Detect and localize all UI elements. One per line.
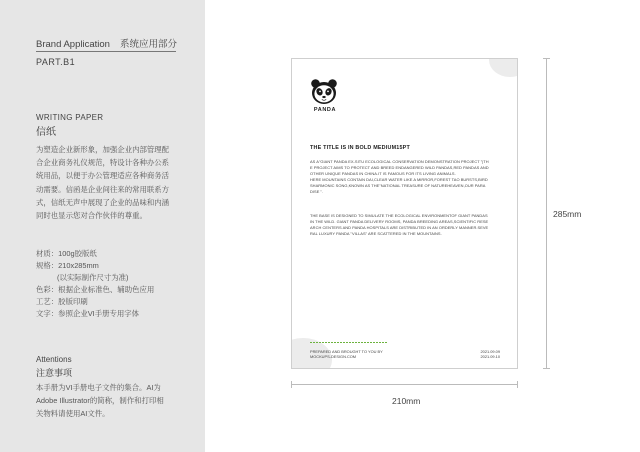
attention-description xyxy=(36,381,176,420)
paragraph-line: THE BASE IS DESIGNED TO SIMULATE THE ECOLOGICAL ENVIRONMENTOF GIANT PANDAS xyxy=(310,213,488,218)
left-info-panel xyxy=(0,0,205,452)
attention-line: 关物料请使用AI文件。 xyxy=(36,409,110,418)
description-line: 合企业商务礼仪规范，特设计各种办公系 xyxy=(36,158,170,168)
paragraph-line: RAL LUXURY PANDA "VILLAS" ARE SCATTERED IN THE MOUNTAINS. xyxy=(310,231,442,237)
paragraph-line: SHARMONIC SONG,KNOWN AS THE"NATIONAL TREASURE OF NATUREHEAVEN,OUR PARA xyxy=(310,183,486,189)
footer-date: 2021.09.09 xyxy=(480,349,500,354)
paragraph-line: HERE MOUNTAINS CONTAIN DAI,CLEAR WATER LIKE A MIRROR,FOREST TAO BURSTS,BIRD xyxy=(310,177,488,183)
decorative-blob-top-right xyxy=(489,58,518,77)
width-dimension-cap-right xyxy=(517,381,518,388)
height-dimension-cap-top xyxy=(543,58,550,59)
footer-date: 2021.09.10 xyxy=(480,354,500,360)
paragraph-line: ARCH CENTERS AND PANDA HOSPITALS ARE DISTRIBUTED IN AN ORDERLY MANNER.SEVE xyxy=(310,225,489,231)
attention-line: Adobe Illustrator的简称，制作和打印相 xyxy=(36,396,164,405)
attention-title-en: Attentions xyxy=(36,355,72,364)
spec-font: 文字：参照企业VI手册专用字体 xyxy=(36,309,140,318)
part-label: PART.B1 xyxy=(36,57,76,67)
description-line: 动需要。信函是企业间往来的常用联系方 xyxy=(36,184,170,194)
width-dimension-label: 210mm xyxy=(392,396,421,406)
letter-paragraph-1 xyxy=(310,159,502,196)
brand-application-heading xyxy=(36,36,177,50)
paragraph-line: AS A"GIANT PANDA EX-SITU ECOLOGICAL CONSERVATION DEMONSTRATION PROJECT "|TH xyxy=(310,159,489,164)
paragraph-line: DISE ". xyxy=(310,189,324,195)
green-dotted-divider xyxy=(310,342,388,343)
attention-line: 本手册为VI手册电子文件的集合。AI为 xyxy=(36,383,161,392)
spec-size: 规格：210x285mm xyxy=(36,261,99,270)
brand-title-cn: 系统应用部分 xyxy=(119,39,177,50)
logo-wordmark: PANDA xyxy=(313,107,337,113)
letter-title: THE TITLE IS IN BOLD MEDIUM15PT xyxy=(310,145,410,151)
spec-color: 色彩：根据企业标准色、辅助色应用 xyxy=(36,285,155,294)
footer-dates xyxy=(481,349,500,360)
spec-size-note: (以实际制作尺寸为准) xyxy=(57,273,129,282)
description-line: 为塑造企业新形象，加强企业内部管理配 xyxy=(36,145,170,154)
height-dimension-label: 285mm xyxy=(553,209,582,219)
panda-logo-icon xyxy=(309,77,339,107)
letter-paragraph-2 xyxy=(310,213,502,237)
description-line: 式，信纸无声中展现了企业的品味和内涵 xyxy=(36,197,170,207)
height-dimension-cap-bottom xyxy=(543,368,550,369)
description-line: 统用品，以便于办公管理适应各种商务活 xyxy=(36,171,170,181)
attention-title-cn: 注意事项 xyxy=(36,368,73,378)
section-title-en: WRITING PAPER xyxy=(36,113,104,122)
paragraph-line: E PROJECT AIMS TO PROTECT AND BREED ENDANGERED WILD PANDAS,RED PANDAS AND xyxy=(310,165,489,171)
spec-material: 材质：100g胶版纸 xyxy=(36,249,97,258)
description-line: 同时也显示您对合作伙伴的尊重。 xyxy=(36,211,147,221)
writing-paper-mockup xyxy=(291,58,518,369)
footer-credit xyxy=(310,349,383,360)
paragraph-line: IN THE WILD. GIANT PANDA DELIVERY ROOMS, PANDA BREEDING AREAS,SCIENTIFIC RESE xyxy=(310,219,489,225)
heading-divider xyxy=(36,51,176,52)
width-dimension-cap-left xyxy=(291,381,292,388)
section-description xyxy=(36,143,176,222)
width-dimension-line xyxy=(291,384,518,385)
height-dimension-line xyxy=(546,58,547,369)
spec-process: 工艺：胶版印刷 xyxy=(36,297,88,306)
paragraph-line: OTHER UNIQUE PANDAS IN CHINA.IT IS FAMOUS FOR ITS LIVING ANIMALS. xyxy=(310,171,456,177)
brand-title-en: Brand Application xyxy=(36,39,110,50)
section-title-cn: 信纸 xyxy=(36,127,56,138)
footer-line: MOCKUPS-DESIGN.COM xyxy=(310,354,357,360)
footer-line: PREPARED AND BROUGHT TO YOU BY xyxy=(310,349,383,354)
